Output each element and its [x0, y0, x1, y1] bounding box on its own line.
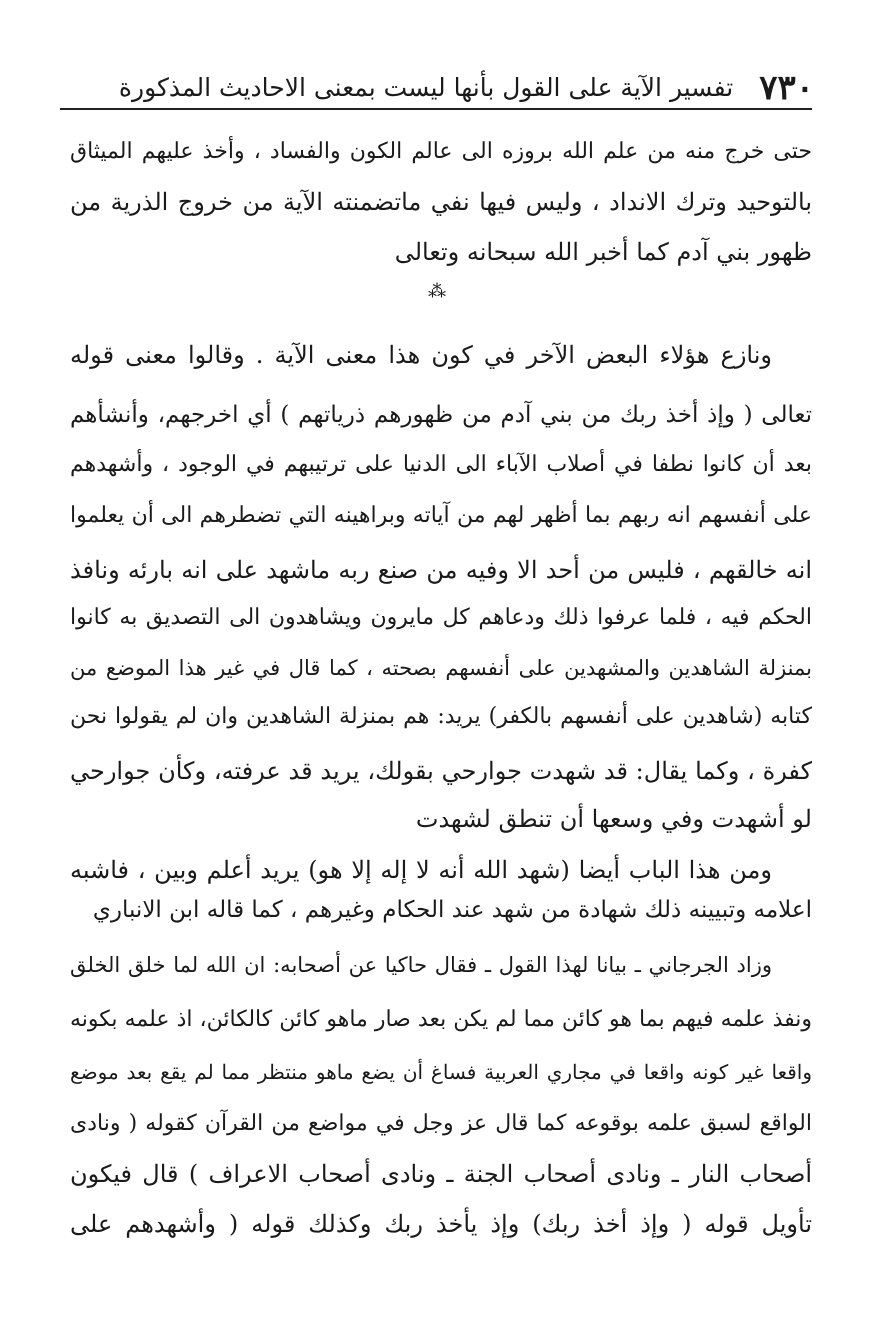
text-line: الواقع لسبق علمه بوقوعه كما قال عز وجل في مواضع من القرآن كقوله ( ونادى	[70, 1111, 812, 1136]
text-line: ظهور بني آدم كما أخبر الله سبحانه وتعالى	[394, 238, 812, 266]
text-line: ونازع هؤلاء البعض الآخر في كون هذا معنى الآية . وقالوا معنى قوله	[70, 341, 772, 369]
text-line: أصحاب النار ـ ونادى أصحاب الجنة ـ ونادى أصحاب الاعراف ) قال فيكون	[70, 1160, 812, 1188]
text-line: ونفذ علمه فيهم بما هو كائن مما لم يكن بعد صار ماهو كائن كالكائن، اذ علمه بكونه	[70, 1007, 812, 1032]
text-line: على أنفسهم انه ربهم بما أظهر لهم من آياته وبراهينه التي تضطرهم الى أن يعلموا	[70, 503, 812, 528]
text-line: بعد أن كانوا نطفا في أصلاب الآباء الى الدنيا على ترتيبهم في الوجود ، وأشهدهم	[70, 452, 812, 477]
text-line: واقعا غير كونه واقعا في مجاري العربية فساغ أن يضع ماهو منتظر مما لم يقع بعد موضع	[70, 1060, 812, 1084]
text-line: كتابه (شاهدين على أنفسهم بالكفر) يريد: هم بمنزلة الشاهدين وان لم يقولوا نحن	[70, 704, 812, 729]
header-rule	[60, 108, 812, 110]
text-line: اعلامه وتبيينه ذلك شهادة من شهد عند الحكام وغيرهم ، كما قاله ابن الانباري	[92, 897, 812, 923]
text-line: تأويل قوله ( وإذ أخذ ربك) وإذ يأخذ ربك وكذلك قوله ( وأشهدهم على	[70, 1210, 812, 1238]
text-line: وزاد الجرجاني ـ بيانا لهذا القول ـ فقال حاكيا عن أصحابه: ان الله لما خلق الخلق	[70, 953, 772, 977]
text-line: لو أشهدت وفي وسعها أن تنطق لشهدت	[415, 805, 812, 833]
text-line: بمنزلة الشاهدين والمشهدين على أنفسهم بصحته ، كما قال في غير هذا الموضع من	[70, 656, 812, 680]
text-line: الحكم فيه ، فلما عرفوا ذلك ودعاهم كل مايرون ويشاهدون الى التصديق به كانوا	[70, 605, 812, 630]
page-number: ٧٣٠	[759, 68, 814, 108]
text-line: كفرة ، وكما يقال: قد شهدت جوارحي بقولك، يريد قد عرفته، وكأن جوارحي	[70, 757, 812, 785]
text-line: بالتوحيد وترك الانداد ، وليس فيها نفي ماتضمنته الآية من خروج الذرية من	[70, 188, 812, 216]
running-title: تفسير الآية على القول بأنها ليست بمعنى الاحاديث المذكورة	[118, 73, 734, 102]
text-line: تعالى ( وإذ أخذ ربك من بني آدم من ظهورهم ذرياتهم ) أي اخرجهم، وأنشأهم	[70, 402, 812, 428]
page-header	[62, 58, 814, 108]
section-separator: ⁂	[428, 281, 448, 302]
text-line: انه خالقهم ، فليس من أحد الا وفيه من صنع ربه ماشهد على انه بارئه ونافذ	[70, 556, 812, 584]
text-line: حتى خرج منه من علم الله بروزه الى عالم الكون والفساد ، وأخذ عليهم الميثاق	[70, 139, 812, 164]
text-line: ومن هذا الباب أيضا (شهد الله أنه لا إله إلا هو) يريد أعلم وبين ، فاشبه	[70, 856, 772, 884]
